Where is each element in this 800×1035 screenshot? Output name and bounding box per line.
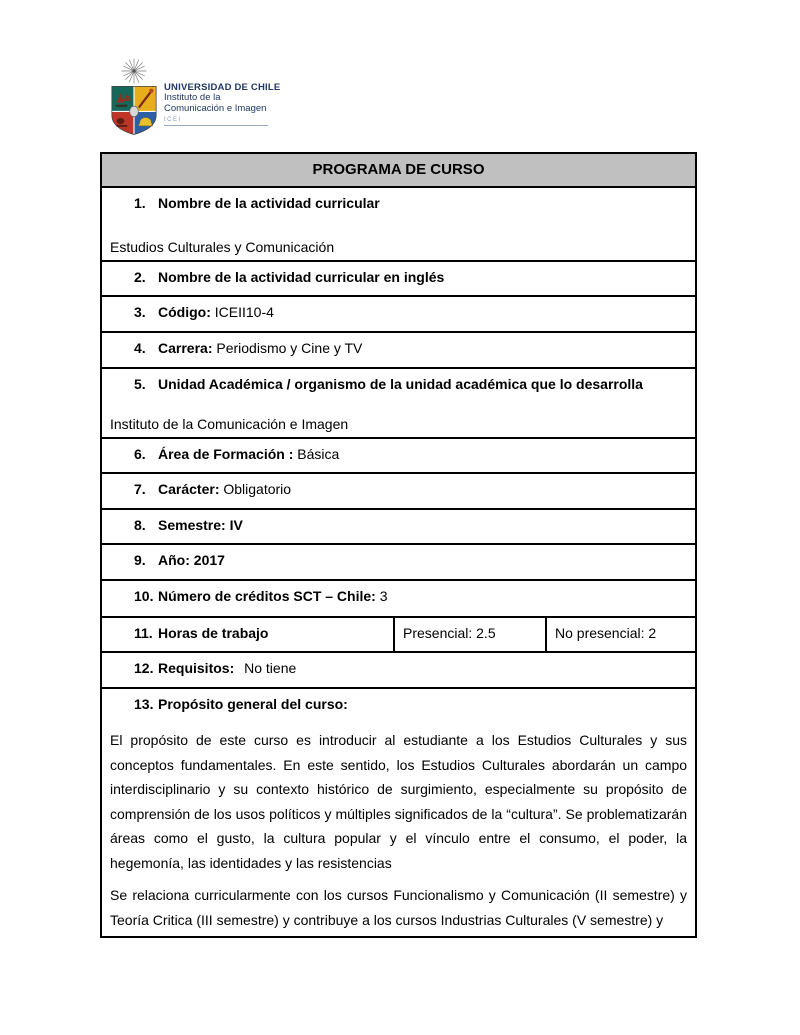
row-unidad-academica (101, 368, 696, 438)
field-value: ICEII10-4 (214, 304, 274, 320)
field-label: 6. Área de Formación : Básica (134, 446, 340, 462)
field-value: Periodismo y Cine y TV (216, 340, 363, 356)
row-ano (101, 544, 696, 580)
item-number: 11. (134, 625, 153, 641)
field-value: 3 (379, 588, 388, 604)
field-label: 10. Número de créditos SCT – Chile: 3 (134, 588, 388, 604)
table-header-row (101, 153, 696, 187)
item-number: 6. (134, 446, 146, 462)
field-label: 13. Propósito general del curso: (134, 696, 348, 712)
item-number: 13. (134, 696, 154, 712)
field-label: 7. Carácter: Obligatorio (134, 481, 292, 497)
proposito-paragraph-1: El propósito de este curso es introducir al estudiante a los Estudios Culturales y sus conceptos fundamentales. En este sentido, los Estudios Culturales abordarán un campo interdisciplinario y su contexto histórico de surgimiento, especialmente su propósito de comprensión de los usos políticos y múltiples significados de la “cultura”. Se problematizarán áreas como el gusto, la cultura popular y el vínculo entre el consumo, el poder, la hegemonía, las identidades y las resistencias (110, 732, 688, 871)
row-caracter (101, 473, 696, 509)
field-label: 12. Requisitos: No tiene (134, 660, 297, 676)
field-label: 2. Nombre de la actividad curricular en inglés (134, 269, 445, 285)
field-label: 8. Semestre: IV (134, 517, 243, 533)
university-name: UNIVERSIDAD DE CHILE (164, 82, 281, 93)
row-nombre-ingles (101, 261, 696, 296)
item-number: 10. (134, 588, 154, 604)
field-value: Instituto de la Comunicación e Imagen (110, 416, 349, 432)
row-semestre (101, 509, 696, 544)
row-carrera (101, 332, 696, 368)
item-number: 7. (134, 481, 146, 497)
item-number: 5. (134, 376, 146, 392)
item-number: 12. (134, 660, 154, 676)
university-logo (108, 56, 280, 138)
field-label: 11. Horas de trabajo (134, 625, 269, 641)
field-label: 3. Código: ICEII10-4 (134, 304, 274, 320)
item-number: 4. (134, 340, 146, 356)
item-number: 1. (134, 195, 146, 211)
field-value: Básica (297, 446, 340, 462)
institute-acronym: ICEI (164, 117, 268, 126)
row-codigo (101, 296, 696, 332)
institute-name-line2: Comunicación e Imagen (164, 102, 267, 114)
row-horas-trabajo (101, 617, 696, 652)
row-requisitos (101, 652, 696, 688)
field-label: 1. Nombre de la actividad curricular (134, 195, 380, 211)
item-number: 3. (134, 304, 146, 320)
item-number: 2. (134, 269, 146, 285)
row-nombre-actividad (101, 187, 696, 261)
cell-no-presencial: No presencial: 2 (546, 617, 696, 652)
field-value: IV (229, 517, 243, 533)
item-number: 8. (134, 517, 146, 533)
field-label: 4. Carrera: Periodismo y Cine y TV (134, 340, 363, 356)
institute-name-line1: Instituto de la (164, 92, 221, 103)
field-value: Obligatorio (223, 481, 292, 497)
row-creditos-sct (101, 580, 696, 617)
field-label: 5. Unidad Académica / organismo de la unidad académica que lo desarrolla (134, 376, 643, 392)
row-area-formacion (101, 438, 696, 473)
field-label: 9. Año: 2017 (134, 552, 225, 568)
logo-text (164, 82, 280, 126)
cell-presencial: Presencial: 2.5 (394, 617, 546, 652)
row-proposito-general (101, 688, 696, 937)
table-title: PROGRAMA DE CURSO (101, 153, 696, 187)
course-program-table (100, 152, 697, 938)
item-number: 9. (134, 552, 146, 568)
proposito-paragraph-2: Se relaciona curricularmente con los cursos Funcionalismo y Comunicación (II semestre) y Teoría Critica (III semestre) y contribuye a los cursos Industrias Culturales (V semestre) y (110, 887, 688, 928)
field-value: Estudios Culturales y Comunicación (110, 239, 335, 255)
university-crest-icon (108, 56, 160, 138)
field-value: No tiene (244, 660, 297, 676)
field-value: 2017 (193, 552, 225, 568)
